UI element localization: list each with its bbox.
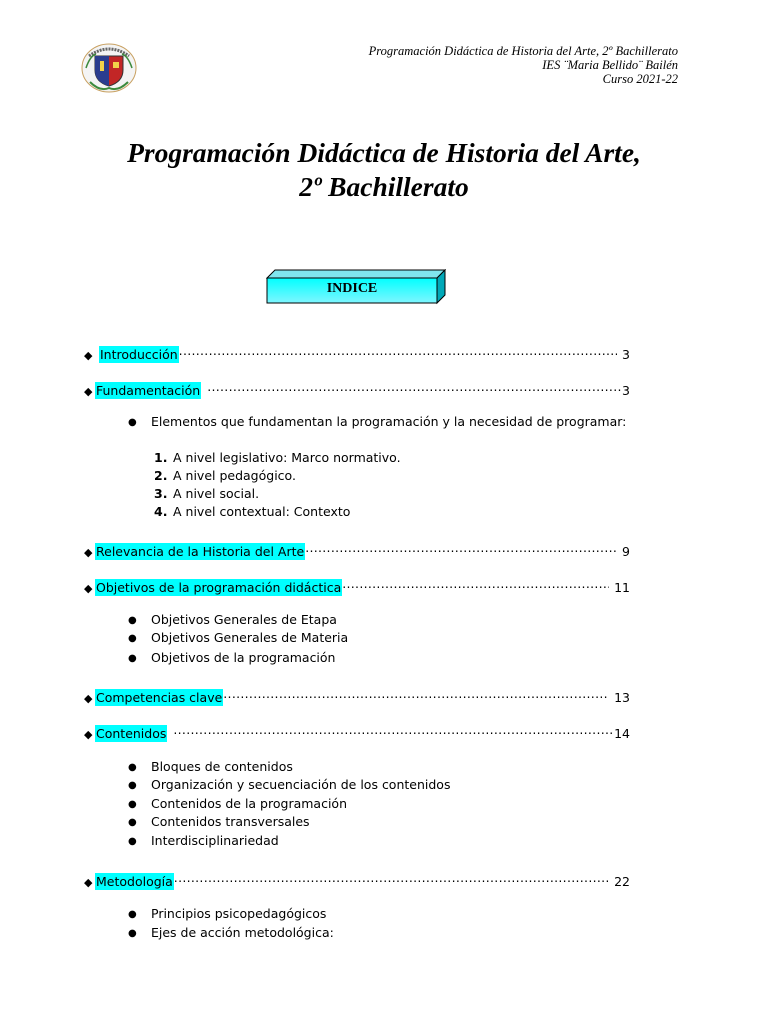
toc-entry-fundamentacion[interactable]: [84, 378, 630, 398]
diamond-icon: ◆: [84, 692, 93, 705]
list-item: ● Bloques de contenidos: [128, 758, 293, 779]
toc-label: Introducción: [100, 347, 178, 362]
document-title: [0, 136, 768, 204]
bullet-icon: ●: [128, 653, 137, 664]
bullet-icon: ●: [128, 799, 137, 810]
indice-label: INDICE: [326, 281, 378, 296]
diamond-icon: ◆: [84, 582, 93, 595]
list-item: ● Ejes de acción metodológica:: [128, 924, 334, 945]
numbered-item: 3. A nivel social.: [154, 486, 260, 501]
list-item: ● Organización y secuenciación de los contenidos: [128, 776, 450, 797]
header-line-2: IES ¨Maria Bellido¨ Bailén: [542, 58, 678, 72]
list-item: ● Objetivos Generales de Materia: [128, 629, 348, 650]
list-item: ● Contenidos de la programación: [128, 795, 347, 816]
toc-page: 14: [614, 726, 630, 741]
toc-page: 9: [622, 544, 630, 559]
bullet-icon: ●: [128, 417, 137, 428]
toc-page: 11: [614, 580, 630, 595]
toc-entry-competencias[interactable]: [84, 685, 630, 705]
numbered-item: 4. A nivel contextual: Contexto: [154, 504, 351, 519]
numbered-item: 1. A nivel legislativo: Marco normativo.: [154, 450, 401, 465]
toc-label: Relevancia de la Historia del Arte: [96, 544, 305, 559]
bullet-icon: ●: [128, 762, 137, 773]
bullet-icon: ●: [128, 909, 137, 920]
list-item: ● Objetivos de la programación: [128, 649, 335, 670]
toc-label: Objetivos de la programación didáctica: [96, 580, 342, 595]
numbered-item: 2. A nivel pedagógico.: [154, 468, 296, 483]
toc-leader: [179, 342, 617, 359]
list-item: ● Contenidos transversales: [128, 813, 310, 834]
toc-page: 13: [614, 690, 630, 705]
bullet-icon: ●: [128, 780, 137, 791]
school-logo: [80, 42, 138, 94]
list-item: ● Principios psicopedagógicos: [128, 905, 326, 926]
title-line-2: 2º Bachillerato: [299, 171, 469, 202]
toc-entry-introduccion[interactable]: [84, 342, 630, 362]
list-item: ● Interdisciplinariedad: [128, 832, 279, 853]
diamond-icon: ◆: [84, 385, 93, 398]
title-line-1: Programación Didáctica de Historia del Arte,: [127, 137, 641, 168]
bullet-icon: ●: [128, 836, 137, 847]
toc-label: Fundamentación: [96, 383, 201, 398]
toc-page: 3: [622, 347, 630, 362]
toc-entry-metodologia[interactable]: [84, 869, 630, 889]
diamond-icon: ◆: [84, 349, 93, 362]
toc-entry-contenidos[interactable]: [84, 721, 630, 741]
toc-entry-relevancia[interactable]: [84, 539, 630, 559]
toc-leader: [174, 869, 609, 886]
bullet-icon: ●: [128, 817, 137, 828]
list-item: ● Objetivos Generales de Etapa: [128, 611, 337, 632]
toc-label: Metodología: [96, 874, 173, 889]
toc-leader: [342, 575, 609, 592]
toc-leader: [173, 721, 613, 738]
bullet-icon: ●: [128, 928, 137, 939]
toc-page: 3: [622, 383, 630, 398]
document-header: [369, 44, 678, 86]
diamond-icon: ◆: [84, 728, 93, 741]
bullet-icon: ●: [128, 633, 137, 644]
toc-leader: [305, 539, 617, 556]
header-line-3: Curso 2021-22: [602, 72, 678, 86]
header-line-1: Programación Didáctica de Historia del Arte, 2º Bachillerato: [368, 44, 678, 58]
toc-leader: [223, 685, 609, 702]
bullet-icon: ●: [128, 615, 137, 626]
diamond-icon: ◆: [84, 546, 93, 559]
list-item: ● Elementos que fundamentan la programación y la necesidad de programar:: [128, 413, 626, 434]
toc-page: 22: [614, 874, 630, 889]
toc-label: Competencias clave: [96, 690, 223, 705]
toc-leader: [207, 378, 621, 395]
diamond-icon: ◆: [84, 876, 93, 889]
toc-label: Contenidos: [96, 726, 167, 741]
toc-entry-objetivos[interactable]: [84, 575, 630, 595]
